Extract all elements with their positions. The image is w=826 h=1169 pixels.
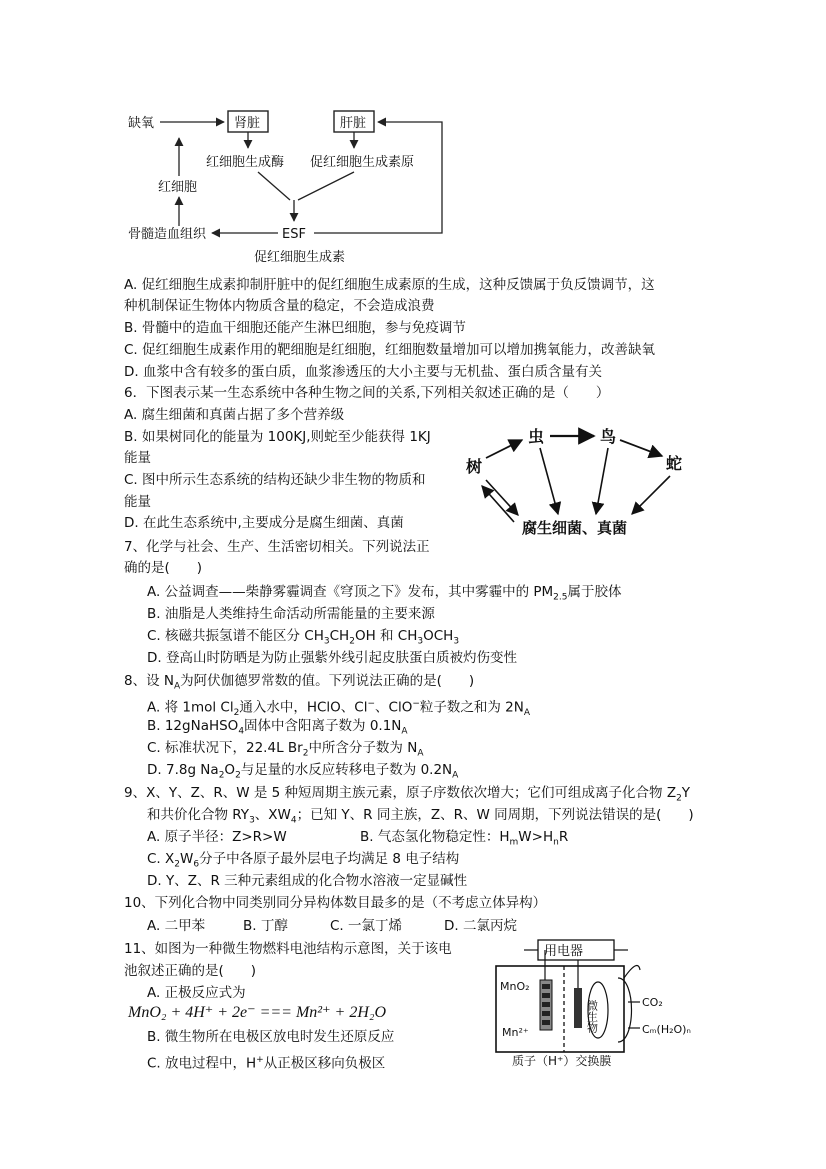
q10-option-d: D. 二氯丙烷 [444, 918, 517, 934]
q7-option-d: D. 登高山时防晒是为防止强紫外线引起皮肤蛋白质被灼伤变性 [147, 650, 517, 666]
food-web-bird: 鸟 [600, 427, 617, 446]
q6-option-d: D. 在此生态系统中,主要成分是腐生细菌、真菌 [124, 515, 404, 531]
membrane-label: 质子（H⁺）交换膜 [512, 1054, 612, 1068]
co2-label: CO₂ [642, 996, 663, 1009]
fuel-cell-diagram [488, 938, 708, 1068]
q7-option-a: A. 公益调查——柴静雾霾调查《穹顶之下》发布，其中雾霾中的 $PM_{2.5}$属于胶体 [147, 584, 622, 603]
q11-option-b: B. 微生物所在电极区放电时发生还原反应 [147, 1029, 395, 1045]
q7-stem-line2: 确的是( ) [124, 560, 203, 576]
q6-option-a: A. 腐生细菌和真菌占据了多个营养级 [124, 407, 345, 423]
esf-label: ESF [282, 227, 306, 242]
q11-option-a: A. 正极反应式为 [147, 985, 246, 1001]
esf-feedback-diagram [124, 104, 454, 266]
kidney-label: 肾脏 [234, 116, 261, 131]
q8-stem: 8、设 $N_A$为阿伏伽德罗常数的值。下列说法正确的是( ) [124, 673, 475, 692]
q11-option-c: C. 放电过程中，H+从正极区移向负极区 [147, 1055, 386, 1072]
q8-option-c: C. 标准状况下，22.4L $Br_2$中所含分子数为 $N_A$ [147, 740, 424, 759]
q11-equation: MnO₂ + 4H⁺ + 2e⁻ === Mn²⁺ + 2H₂O [128, 1004, 387, 1021]
food-web-insect: 虫 [528, 427, 545, 446]
feedback-arrow [314, 122, 442, 233]
q5-option-a-line2: 种机制保证生物体内物质含量的稳定，不会造成浪费 [124, 298, 435, 314]
q6-option-b-line2: 能量 [124, 450, 151, 466]
q5-option-c: C. 促红细胞生成素作用的靶细胞是红细胞，红细胞数量增加可以增加携氧能力，改善缺氧 [124, 342, 656, 358]
q11-stem-line1: 11、如图为一种微生物燃料电池结构示意图，关于该电 [124, 941, 452, 957]
enzyme-label: 红细胞生成酶 [206, 155, 285, 170]
q7-option-b: B. 油脂是人类维持生命活动所需能量的主要来源 [147, 606, 435, 622]
q8-option-b: B. 12gNaHSO$_4$固体中含阳离子数为 $0.1N_A$ [147, 718, 408, 737]
q6-stem: 6．下图表示某一生态系统中各种生物之间的关系,下列相关叙述正确的是（ ） [124, 385, 610, 401]
precursor-label: 促红细胞生成素原 [310, 155, 415, 170]
q7-stem-line1: 7、化学与社会、生产、生活密切相关。下列说法正 [124, 539, 430, 555]
q9-option-c: C. $X_2W_6$分子中各原子最外层电子均满足 8 电子结构 [147, 851, 460, 870]
q10-option-c: C. 一氯丁烯 [330, 918, 403, 934]
q9-stem-line2: 和共价化合物 $RY_3$、$XW_4$；已知 Y、R 同主族，Z、R、W 同周期，下列说法错误的是( ) [147, 807, 694, 826]
liver-label: 肝脏 [340, 116, 367, 131]
q8-option-d: D. 7.8g $Na_2O_2$与足量的水反应转移电子数为 $0.2N_A$ [147, 762, 459, 781]
bone-marrow-label: 骨髓造血组织 [128, 227, 207, 242]
food-web-diagram [462, 420, 702, 545]
q9-option-d: D. Y、Z、R 三种元素组成的化合物水溶液一定显碱性 [147, 873, 468, 889]
microbe-label: 微生物 [585, 1000, 599, 1033]
q9-stem-line1: 9、X、Y、Z、R、W 是 5 种短周期主族元素，原子序数依次增大；它们可组成离子化合物 $Z_2Y$ [124, 785, 691, 804]
q5-option-d: D. 血浆中含有较多的蛋白质，血浆渗透压的大小主要与无机盐、蛋白质含量有关 [124, 364, 602, 380]
q5-option-b: B. 骨髓中的造血干细胞还能产生淋巴细胞，参与免疫调节 [124, 320, 466, 336]
q10-option-a: A. 二甲苯 [147, 918, 206, 934]
q9-option-a: A. 原子半径：Z>R>W [147, 829, 287, 845]
q6-option-c-line2: 能量 [124, 494, 151, 510]
cathode-electrode [574, 988, 582, 1028]
q5-option-a-line1: A. 促红细胞生成素抑制肝脏中的促红细胞生成素原的生成，这种反馈属于负反馈调节，这 [124, 277, 655, 293]
food-web-decomposer: 腐生细菌、真菌 [522, 519, 628, 537]
q8-option-a: A. 将 1mol $Cl_2$通入水中，HClO、Cl−、ClO−粒子数之和为 $2N_A$ [147, 699, 531, 719]
mn2-label: Mn²⁺ [502, 1026, 529, 1039]
food-web-tree: 树 [466, 457, 483, 476]
esf-name-label: 促红细胞生成素 [254, 250, 346, 265]
q6-option-c-line1: C. 图中所示生态系统的结构还缺少非生物的物质和 [124, 472, 426, 488]
mno2-label: MnO₂ [500, 980, 530, 993]
q10-option-b: B. 丁醇 [243, 918, 288, 934]
rbc-label: 红细胞 [158, 180, 198, 195]
q9-option-b: B. 气态氢化物稳定性：$H_mW>H_nR$ [360, 829, 569, 848]
food-web-snake: 蛇 [666, 454, 683, 473]
q10-stem: 10、下列化合物中同类别同分异构体数目最多的是（不考虑立体异构） [124, 895, 547, 911]
hypoxia-label: 缺氧 [128, 116, 155, 131]
carb-label: Cₘ(H₂O)ₙ [642, 1023, 691, 1036]
device-label: 用电器 [544, 944, 584, 959]
q7-option-c: C. 核磁共振氢谱不能区分 $CH_3CH_2OH$ 和 $CH_3OCH_3$ [147, 628, 460, 647]
q6-option-b-line1: B. 如果树同化的能量为 100KJ,则蛇至少能获得 1KJ [124, 429, 431, 445]
q11-stem-line2: 池叙述正确的是( ) [124, 963, 257, 979]
